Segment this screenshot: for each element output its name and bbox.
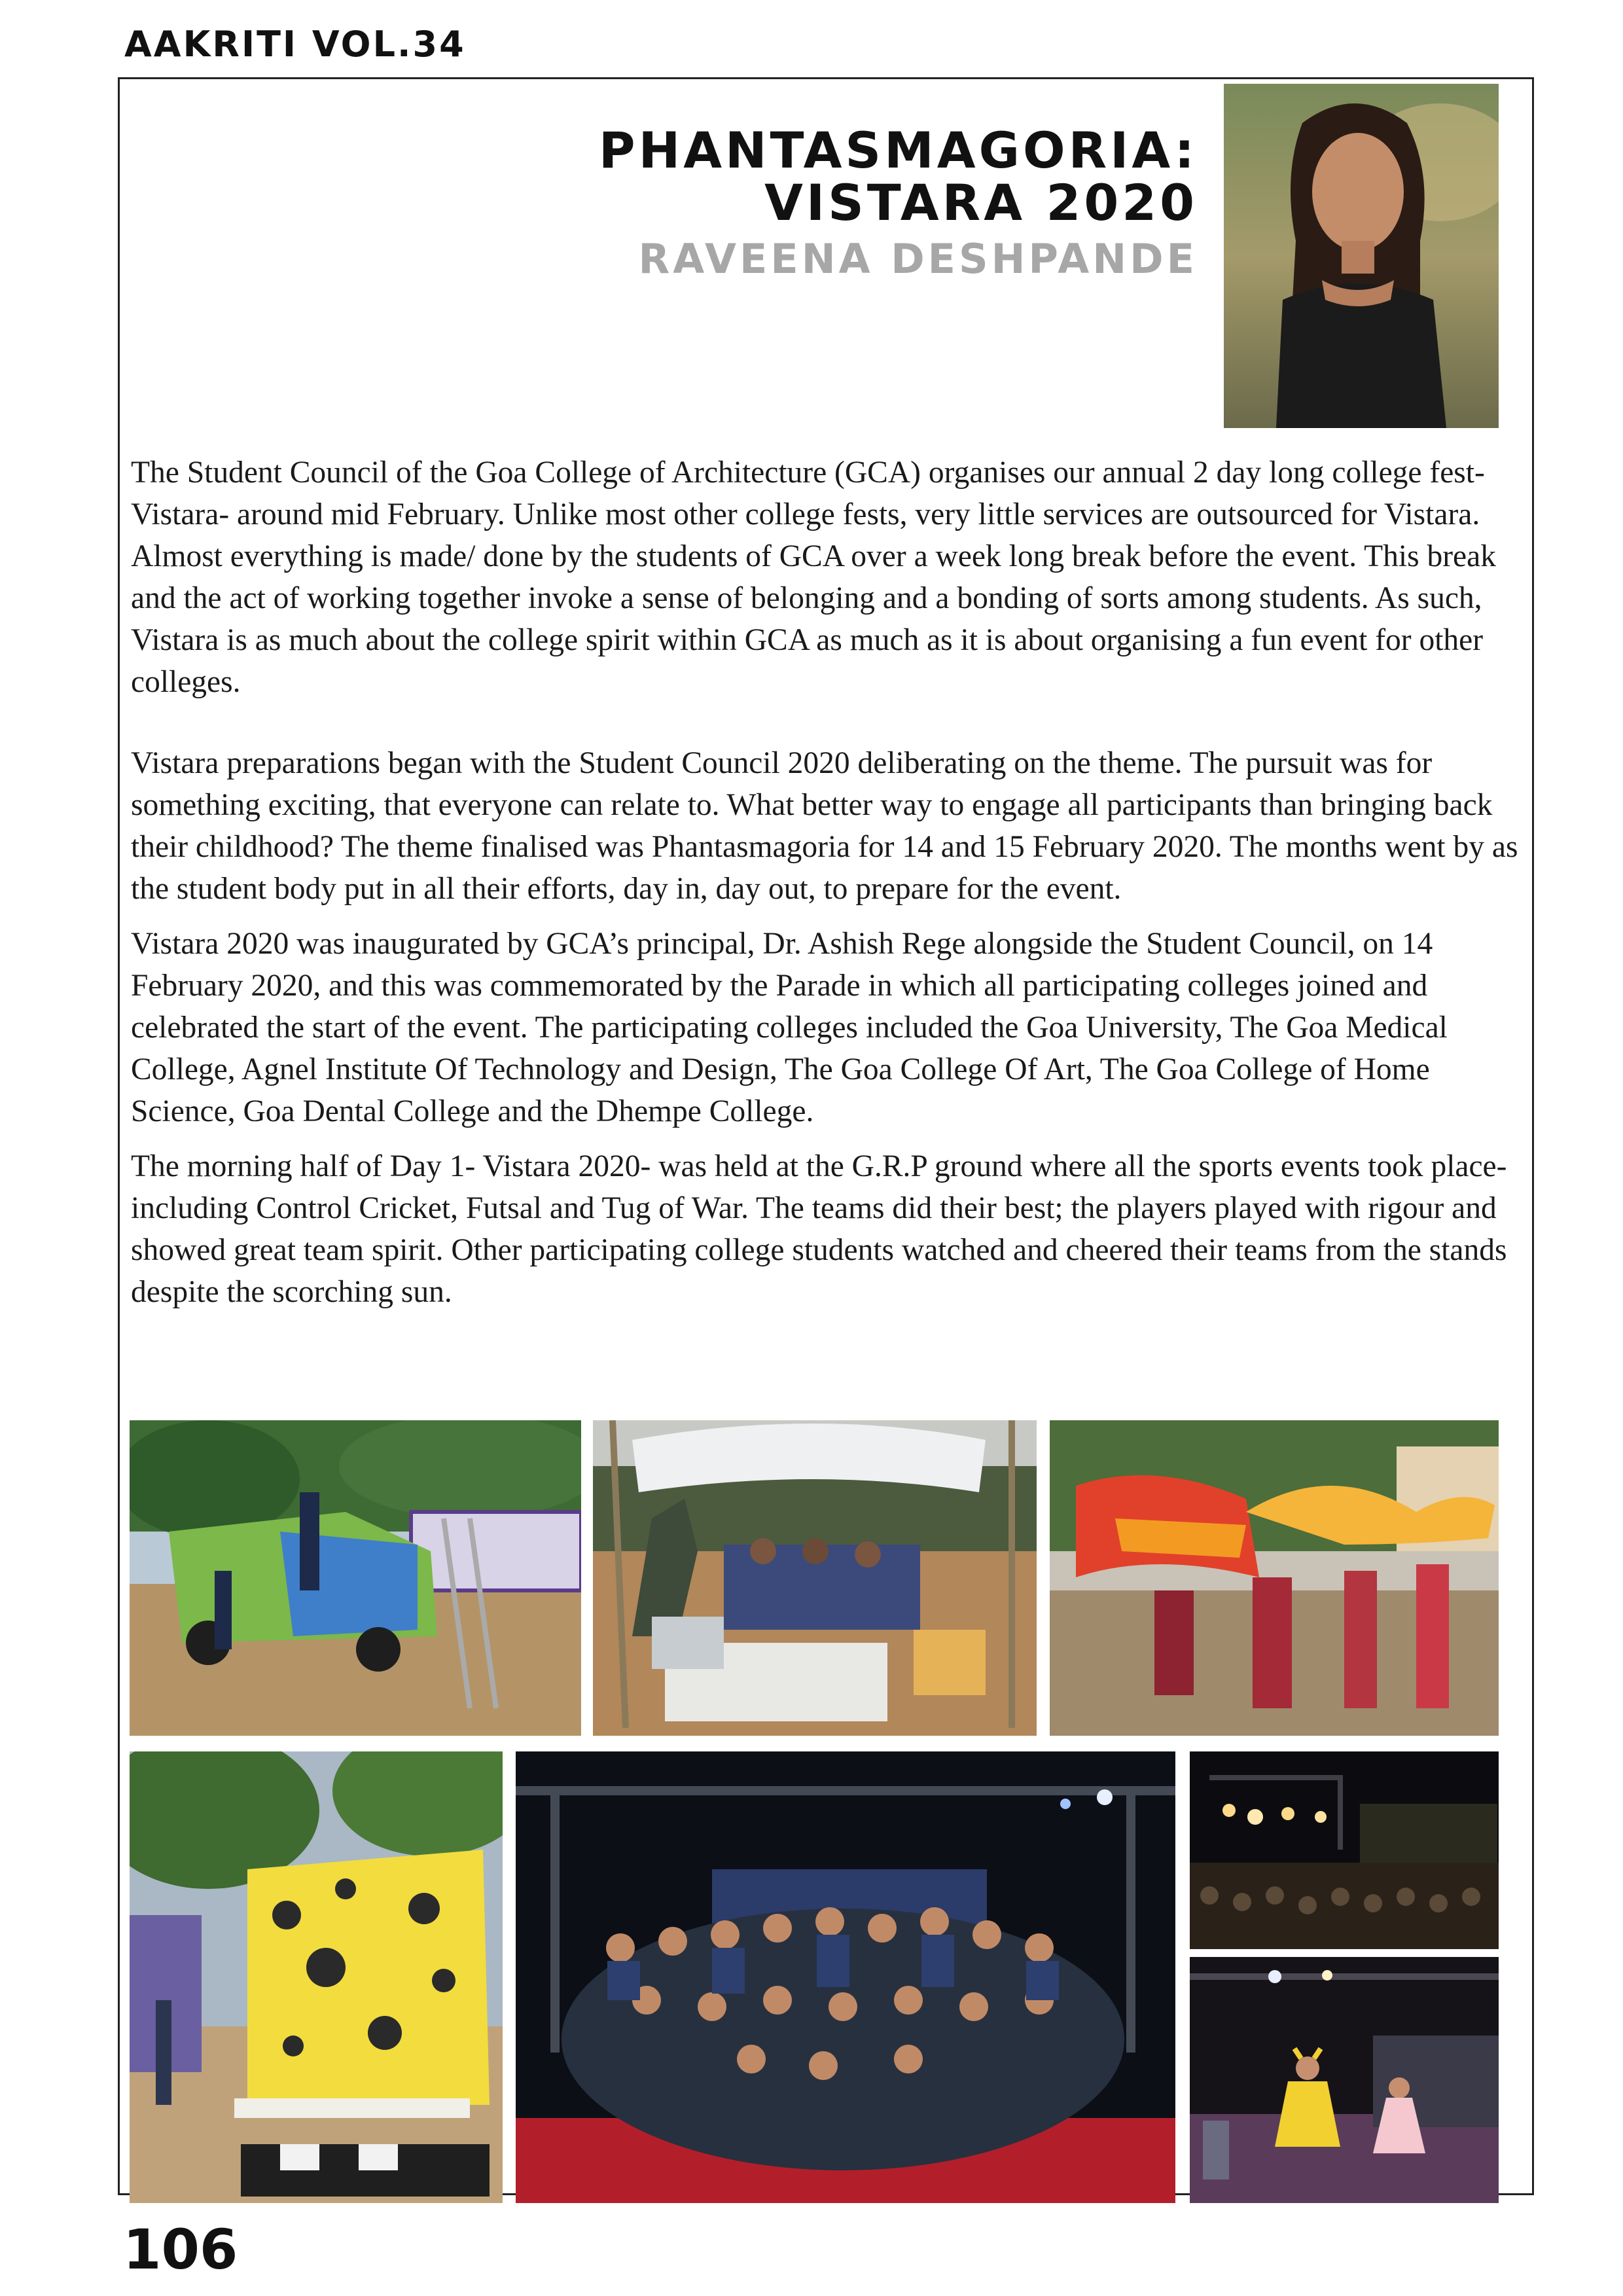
body-paragraph: The morning half of Day 1- Vistara 2020- was held at the G.R.P ground where all the sports events took place- including Control Cricket, Futsal and Tug of War. The teams did their best; the players played with rigour and showed great team spirit. Other participating college students watched and cheered their teams from the stands despite the scorching sun. xyxy=(131,1149,1507,1309)
page-number: 106 xyxy=(123,2217,238,2282)
photo-stage-group xyxy=(516,1751,1175,2203)
author-portrait-photo xyxy=(1224,84,1499,428)
publication-header: AAKRITI VOL.34 xyxy=(124,24,466,65)
photo-dragon-parade xyxy=(1050,1420,1499,1736)
photo-dinosaur-installation xyxy=(593,1420,1037,1736)
photo-stage-performers xyxy=(1190,1957,1499,2203)
article-title-block xyxy=(598,121,1198,285)
body-paragraph: Vistara preparations began with the Student Council 2020 deliberating on the theme. The pursuit was for something exciting, that everyone can relate to. What better way to engage all participants than bringing back their childhood? The theme finalised was Phantasmagoria for 14 and 15 February 2020. The months went by as the student body put in all their efforts, day in, day out, to prepare for the event. xyxy=(131,746,1518,906)
body-paragraph: The Student Council of the Goa College of Architecture (GCA) organises our annual 2 day long college fest- Vistara- around mid February. Unlike most other college fests, very little services are outsourced for Vistara. Almost everything is made/ done by the students of GCA over a week long break before the event. This break and the act of working together invoke a sense of belonging and a bonding of sorts among students. As such, Vistara is as much about the college spirit within GCA as much as it is about organising a fun event for other colleges. xyxy=(131,456,1496,699)
photo-auto-rickshaw-installation xyxy=(130,1420,581,1736)
article-author: RAVEENA DESHPANDE xyxy=(638,235,1198,283)
article-title-line-1: PHANTASMAGORIA: xyxy=(598,121,1198,179)
photo-yellow-cheese-wall xyxy=(130,1751,503,2203)
article-title-line-2: VISTARA 2020 xyxy=(764,173,1198,232)
body-paragraph: Vistara 2020 was inaugurated by GCA’s principal, Dr. Ashish Rege alongside the Student Council, on 14 February 2020, and this was commemorated by the Parade in which all participating colleges joined and celebrated the start of the event. The participating colleges included the Goa University, The Goa Medical College, Agnel Institute Of Technology and Design, The Goa College Of Art, The Goa College of Home Science, Goa Dental College and the Dhempe College. xyxy=(131,927,1448,1128)
photo-night-crowd xyxy=(1190,1751,1499,1949)
article-body xyxy=(131,452,1525,1326)
